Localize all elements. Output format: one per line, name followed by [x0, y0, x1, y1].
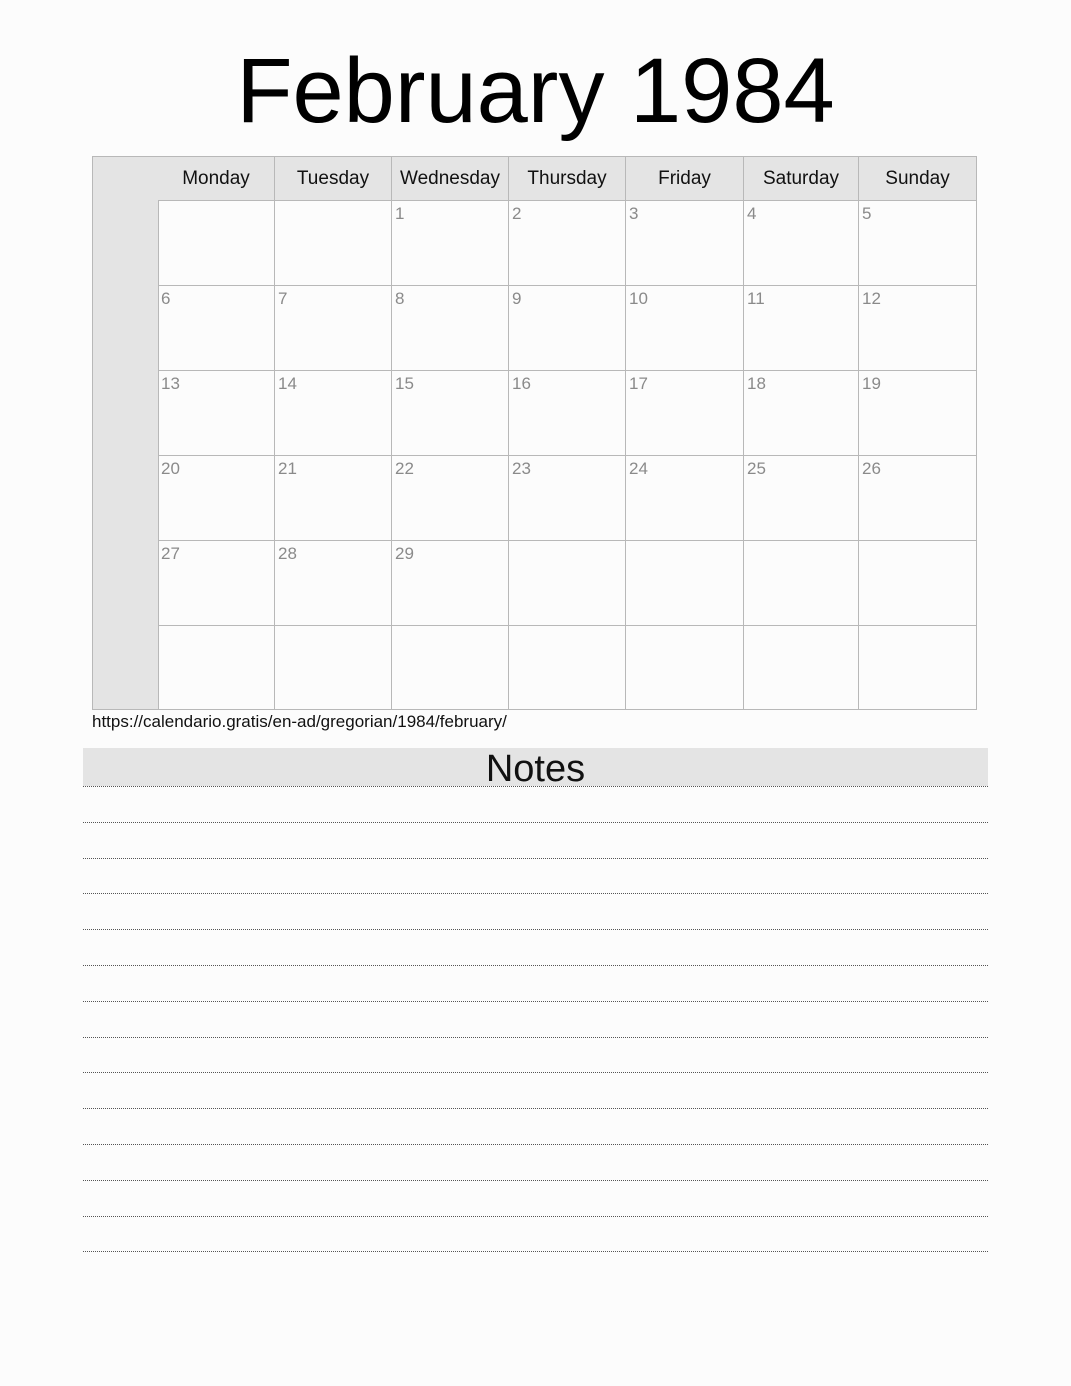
weekday-header [158, 157, 976, 201]
day-number: 11 [747, 289, 765, 308]
week-row [158, 201, 976, 286]
day-cell[interactable] [275, 626, 392, 710]
day-number: 28 [278, 544, 297, 563]
day-cell[interactable] [158, 371, 275, 455]
week-row [158, 286, 976, 371]
week-row [158, 626, 976, 710]
note-line [83, 1180, 988, 1181]
day-cell[interactable] [859, 456, 976, 540]
day-cell[interactable] [509, 371, 626, 455]
day-cell[interactable] [509, 456, 626, 540]
weekday-saturday: Saturday [744, 157, 859, 200]
note-line [83, 1108, 988, 1109]
day-cell[interactable] [392, 541, 509, 625]
month-calendar [92, 156, 977, 710]
day-number: 23 [512, 459, 531, 478]
day-number: 5 [862, 204, 872, 223]
week-number-column [93, 157, 159, 709]
note-line [83, 1216, 988, 1217]
day-cell[interactable] [275, 286, 392, 370]
day-cell[interactable] [859, 286, 976, 370]
day-number: 1 [395, 204, 405, 223]
day-cell[interactable] [744, 456, 859, 540]
note-line [83, 1072, 988, 1073]
day-cell[interactable] [626, 201, 744, 285]
day-cell[interactable] [626, 626, 744, 710]
day-number: 18 [747, 374, 766, 393]
day-cell[interactable] [392, 201, 509, 285]
day-cell[interactable] [859, 541, 976, 625]
page-title: February 1984 [236, 40, 835, 142]
weekday-wednesday: Wednesday [392, 157, 509, 200]
day-number: 6 [161, 289, 171, 308]
day-number: 4 [747, 204, 757, 223]
day-number: 26 [862, 459, 881, 478]
day-cell[interactable] [859, 371, 976, 455]
day-number: 10 [629, 289, 648, 308]
day-number: 13 [161, 374, 180, 393]
day-number: 19 [862, 374, 881, 393]
weekday-friday: Friday [626, 157, 744, 200]
weekday-monday: Monday [158, 157, 275, 200]
notes-heading: Notes [83, 748, 988, 786]
day-number: 14 [278, 374, 297, 393]
day-cell[interactable] [744, 286, 859, 370]
day-number: 7 [278, 289, 288, 308]
day-cell[interactable] [158, 201, 275, 285]
day-cell[interactable] [744, 201, 859, 285]
day-cell[interactable] [744, 626, 859, 710]
day-cell[interactable] [158, 541, 275, 625]
week-row [158, 456, 976, 541]
note-line [83, 858, 988, 859]
day-grid [158, 201, 976, 710]
day-cell[interactable] [158, 286, 275, 370]
note-line [83, 1001, 988, 1002]
day-number: 12 [862, 289, 881, 308]
day-cell[interactable] [509, 286, 626, 370]
week-row [158, 541, 976, 626]
day-cell[interactable] [158, 626, 275, 710]
day-cell[interactable] [275, 541, 392, 625]
note-line [83, 822, 988, 823]
day-number: 15 [395, 374, 414, 393]
day-cell[interactable] [392, 371, 509, 455]
note-line [83, 1037, 988, 1038]
day-cell[interactable] [744, 371, 859, 455]
day-cell[interactable] [859, 626, 976, 710]
source-url: https://calendario.gratis/en-ad/gregorian/1984/february/ [92, 712, 507, 731]
day-number: 17 [629, 374, 648, 393]
note-line [83, 1144, 988, 1145]
day-cell[interactable] [626, 456, 744, 540]
day-number: 16 [512, 374, 531, 393]
day-number: 22 [395, 459, 414, 478]
day-cell[interactable] [509, 201, 626, 285]
day-cell[interactable] [509, 626, 626, 710]
day-number: 27 [161, 544, 180, 563]
day-cell[interactable] [626, 286, 744, 370]
note-line [83, 929, 988, 930]
day-number: 29 [395, 544, 414, 563]
note-line [83, 965, 988, 966]
day-cell[interactable] [158, 456, 275, 540]
day-cell[interactable] [392, 626, 509, 710]
day-cell[interactable] [275, 371, 392, 455]
day-number: 21 [278, 459, 297, 478]
day-number: 8 [395, 289, 405, 308]
note-line [83, 893, 988, 894]
day-cell[interactable] [275, 456, 392, 540]
day-cell[interactable] [626, 541, 744, 625]
day-cell[interactable] [275, 201, 392, 285]
day-cell[interactable] [509, 541, 626, 625]
day-number: 2 [512, 204, 522, 223]
day-cell[interactable] [859, 201, 976, 285]
day-number: 9 [512, 289, 522, 308]
week-row [158, 371, 976, 456]
day-number: 24 [629, 459, 648, 478]
note-line [83, 1251, 988, 1252]
day-cell[interactable] [392, 456, 509, 540]
day-number: 25 [747, 459, 766, 478]
note-line [83, 786, 988, 787]
day-cell[interactable] [744, 541, 859, 625]
day-cell[interactable] [626, 371, 744, 455]
day-number: 20 [161, 459, 180, 478]
day-cell[interactable] [392, 286, 509, 370]
weekday-sunday: Sunday [885, 168, 950, 189]
weekday-thursday: Thursday [509, 157, 626, 200]
day-number: 3 [629, 204, 639, 223]
weekday-tuesday: Tuesday [275, 157, 392, 200]
